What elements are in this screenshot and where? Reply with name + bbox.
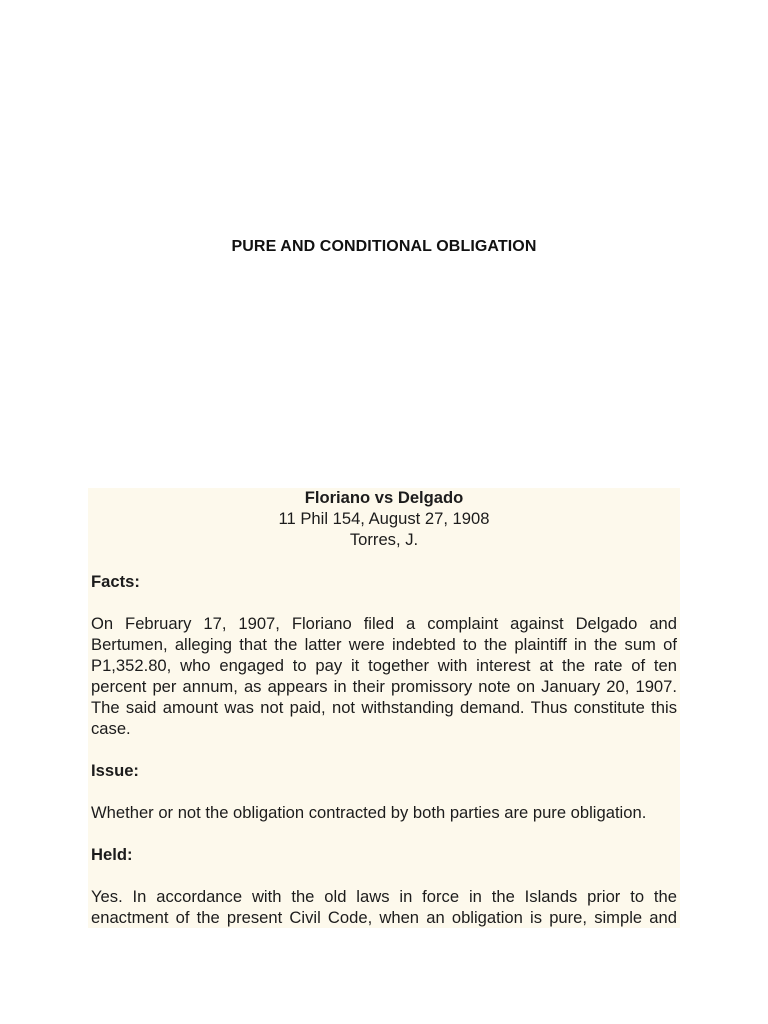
case-digest-box bbox=[88, 488, 680, 928]
spacer bbox=[91, 592, 677, 613]
spacer bbox=[91, 823, 677, 844]
case-citation: 11 Phil 154, August 27, 1908 bbox=[278, 509, 490, 528]
case-digest-content bbox=[88, 488, 680, 928]
case-ponente: Torres, J. bbox=[349, 530, 419, 549]
spacer bbox=[91, 739, 677, 760]
document-title: PURE AND CONDITIONAL OBLIGATION bbox=[231, 238, 537, 255]
issue-paragraph: Whether or not the obligation contracted by both parties are pure obligation. bbox=[91, 803, 647, 822]
facts-paragraph: On February 17, 1907, Floriano filed a complaint against Delgado and Bertumen, alleging that the latter were indebted to the plaintiff in the sum of P1,352.80, who engaged to pay it together with interest at the rate of ten percent per annum, as appears in their promissory note on January 20, 1907. The said amount was not paid, not withstanding demand. Thus constitute this case. bbox=[91, 614, 677, 738]
facts-heading: Facts: bbox=[91, 572, 140, 591]
held-heading: Held: bbox=[91, 845, 133, 864]
issue-heading: Issue: bbox=[91, 761, 139, 780]
held-paragraph: Yes. In accordance with the old laws in force in the Islands prior to the enactment of the present Civil Code, when an obligation is pure, simple and bbox=[91, 887, 677, 927]
case-name: Floriano vs Delgado bbox=[304, 488, 464, 507]
spacer bbox=[91, 865, 677, 886]
spacer bbox=[91, 550, 677, 571]
spacer bbox=[91, 781, 677, 802]
